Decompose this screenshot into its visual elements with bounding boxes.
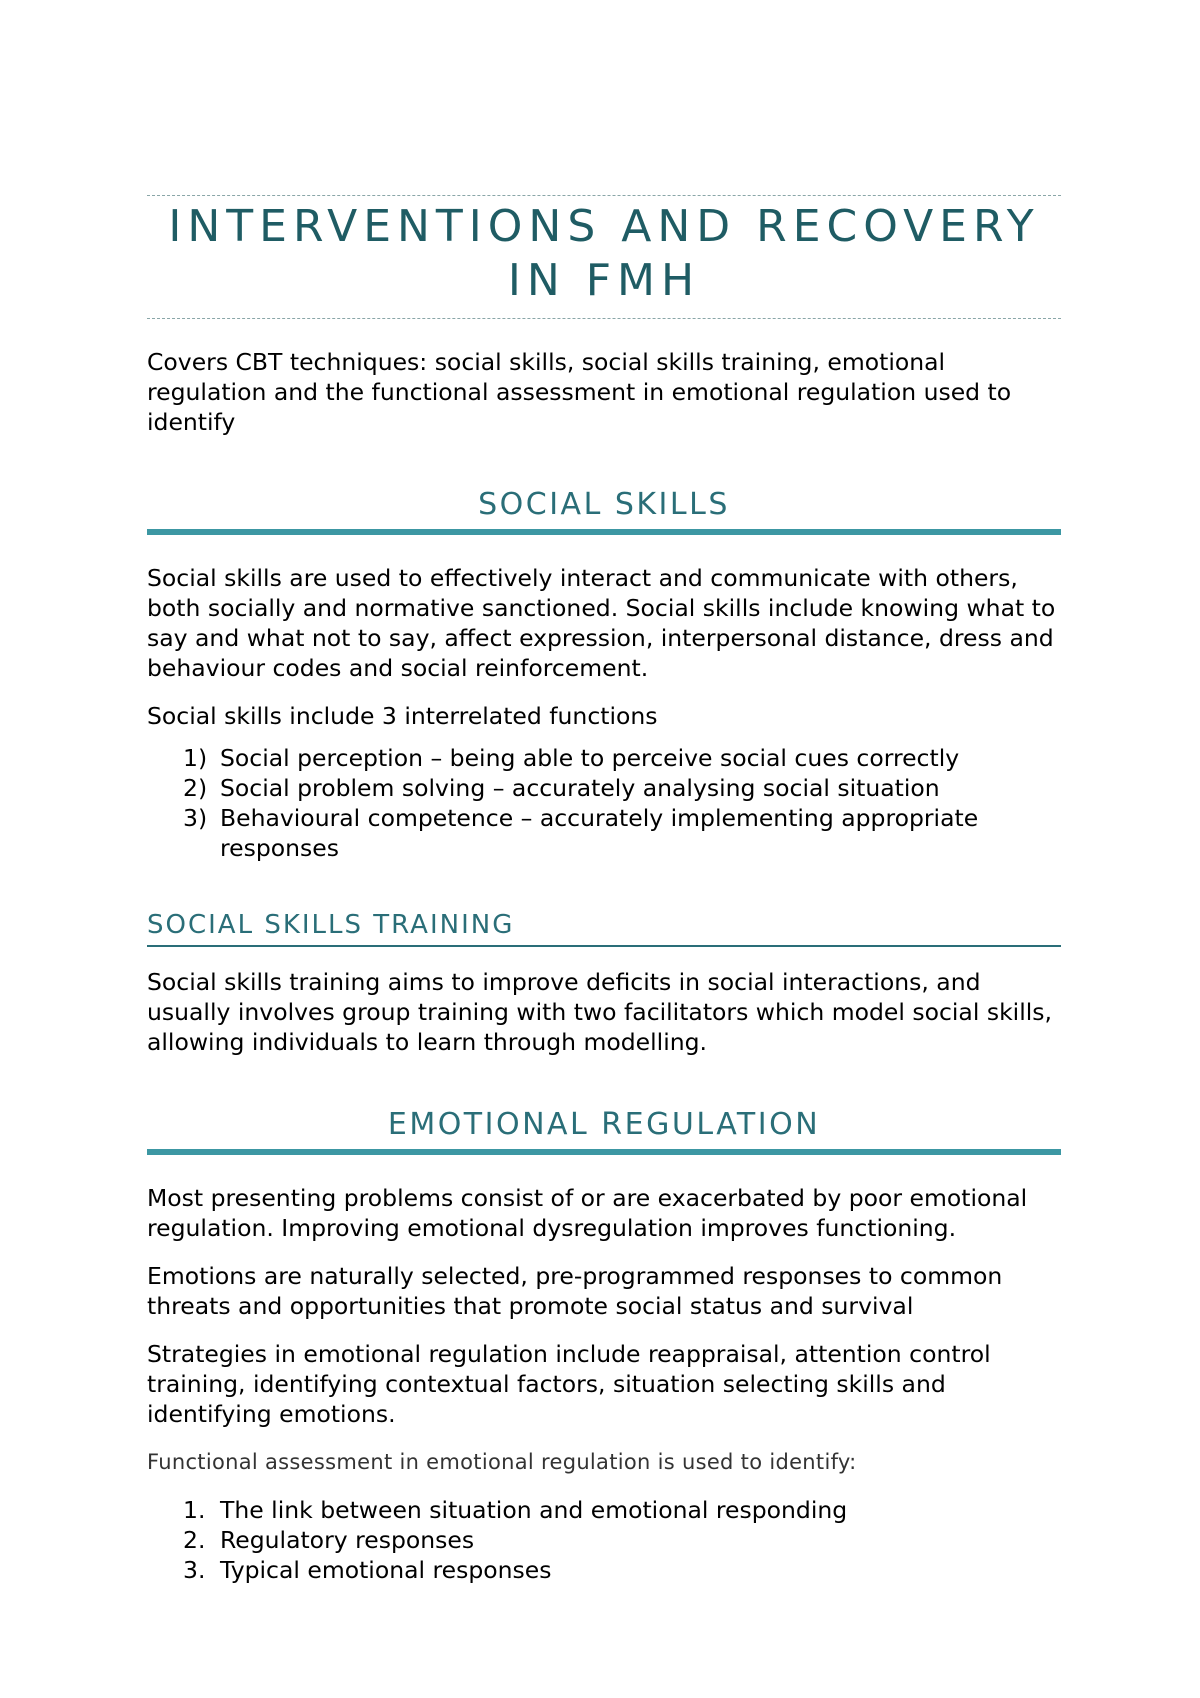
list-item-number: 1.	[183, 1496, 206, 1524]
list-item-number: 3.	[183, 1556, 206, 1584]
social-skills-functions-list	[147, 743, 1061, 863]
social-skills-paragraph-1: Social skills are used to effectively interact and communicate with others, both socially and normative sanctioned. Social skills include knowing what to say and what not to say, affect expression, interpersonal distance, dress and behaviour codes and social reinforcement.	[147, 564, 1056, 682]
emotional-paragraph-2: Emotions are naturally selected, pre-programmed responses to common threats and opportunities that promote social status and survival	[147, 1262, 1003, 1320]
list-item	[147, 743, 1061, 773]
list-item-text: Regulatory responses	[220, 1526, 475, 1554]
social-skills-paragraph-2: Social skills include 3 interrelated functions	[147, 702, 658, 730]
heading-social-skills-training: SOCIAL SKILLS TRAINING	[147, 909, 1061, 947]
emotional-paragraph-3: Strategies in emotional regulation include reappraisal, attention control training, identifying contextual factors, situation selecting skills and identifying emotions.	[147, 1340, 991, 1428]
heading-social-skills: SOCIAL SKILLS	[147, 487, 1061, 535]
document-body	[147, 195, 1061, 1585]
list-item-text: The link between situation and emotional responding	[220, 1496, 848, 1524]
list-item	[147, 1525, 1061, 1555]
functional-assessment-list	[147, 1495, 1061, 1585]
title-block	[147, 195, 1061, 319]
list-item-text: Behavioural competence – accurately implementing appropriate responses	[220, 804, 979, 862]
heading-emotional-regulation: EMOTIONAL REGULATION	[147, 1107, 1061, 1155]
emotional-paragraph-1: Most presenting problems consist of or are exacerbated by poor emotional regulation. Improving emotional dysregulation improves functioning.	[147, 1184, 1028, 1242]
functional-assessment-intro: Functional assessment in emotional regulation is used to identify:	[147, 1450, 857, 1474]
intro-paragraph: Covers CBT techniques: social skills, social skills training, emotional regulation and the functional assessment in emotional regulation used to identify	[147, 348, 1012, 436]
list-item	[147, 1495, 1061, 1525]
list-item	[147, 1555, 1061, 1585]
training-paragraph: Social skills training aims to improve deficits in social interactions, and usually involves group training with two facilitators which model social skills, allowing individuals to learn through modelling.	[147, 968, 1052, 1056]
list-item-number: 2.	[183, 1526, 206, 1554]
list-item-number: 3)	[183, 804, 208, 832]
list-item	[147, 773, 1061, 803]
list-item-text: Typical emotional responses	[220, 1556, 552, 1584]
list-item	[147, 803, 1061, 863]
document-title: INTERVENTIONS AND RECOVERY IN FMH	[168, 201, 1040, 306]
list-item-text: Social problem solving – accurately analysing social situation	[220, 774, 940, 802]
list-item-text: Social perception – being able to perceive social cues correctly	[220, 744, 960, 772]
list-item-number: 1)	[183, 744, 208, 772]
list-item-number: 2)	[183, 774, 208, 802]
